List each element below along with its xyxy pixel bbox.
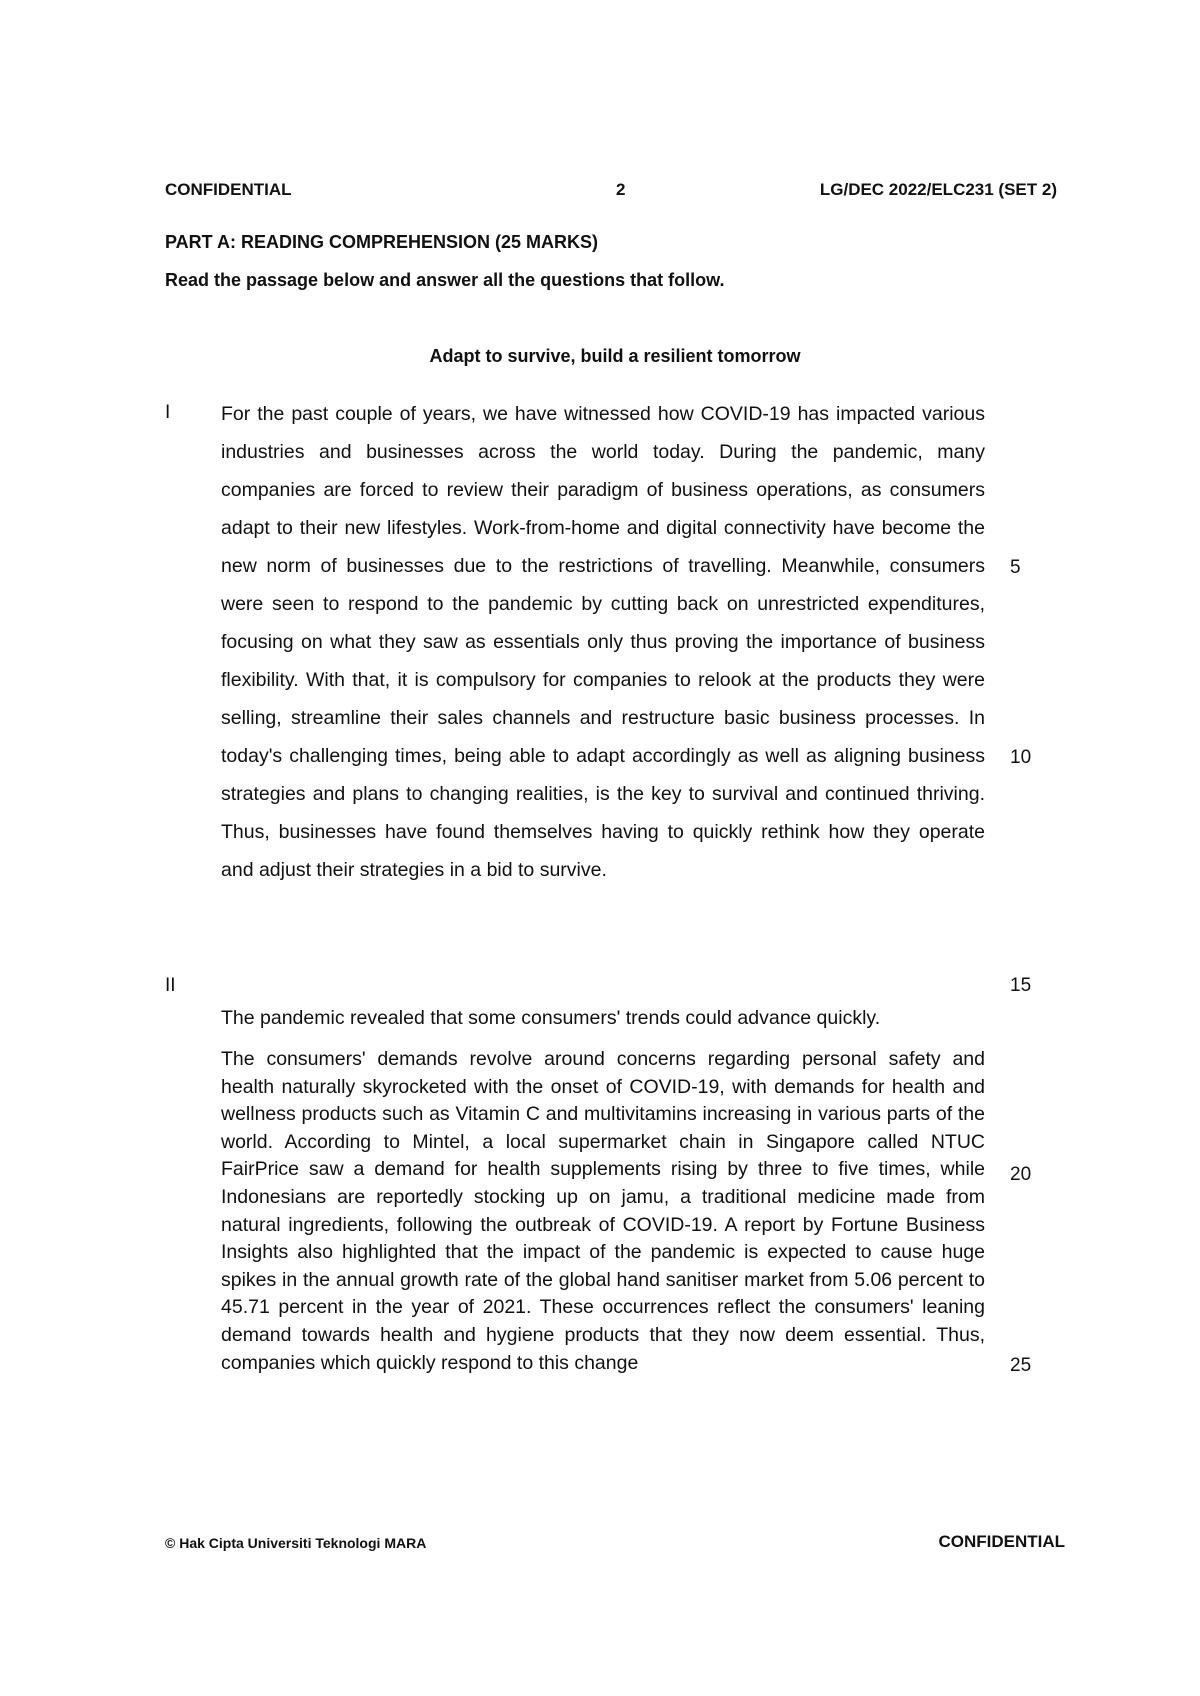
exam-code: LG/DEC 2022/ELC231 (SET 2) [819, 180, 1057, 199]
paragraph-2-text: The consumers' demands revolve around concerns regarding personal safety and health naturally skyrocketed with the onset of COVID-19, with demands for health and wellness products such as Vitamin C and multivitamins increasing in various parts of the world. According to Mintel, a local supermarket chain in Singapore called NTUC FairPrice saw a demand for health supplements rising by three to five times, while Indonesians are reportedly stocking up on jamu, a traditional medicine made from natural ingredients, following the outbreak of COVID-19. A report by Fortune Business Insights also highlighted that the impact of the pandemic is expected to cause huge spikes in the annual growth rate of the global hand sanitiser market from 5.06 percent to 45.71 percent in the year of 2021. These occurrences reflect the consumers' leaning demand towards health and hygiene products that they now deem essential. Thus, companies which quickly respond to this change [221, 1048, 985, 1374]
paragraph-2-lead: The pandemic revealed that some consumers' trends could advance quickly. [221, 1007, 881, 1029]
footer-confidential-label: CONFIDENTIAL [938, 1532, 1065, 1551]
line-number: 5 [1010, 557, 1021, 578]
paragraph-number-2: II [165, 975, 176, 996]
passage-title: Adapt to survive, build a resilient tomorrow [429, 346, 801, 366]
page-number: 2 [616, 180, 626, 199]
section-instruction: Read the passage below and answer all the questions that follow. [165, 270, 725, 290]
header-confidential-label: CONFIDENTIAL [165, 180, 292, 199]
paragraph-1-text: For the past couple of years, we have witnessed how COVID-19 has impacted various industries and businesses across the world today. During the pandemic, many companies are forced to review their paradigm of business operations, as consumers adapt to their new lifestyles. Work-from-home and digital connectivity have become the new norm of businesses due to the restrictions of travelling. Meanwhile, consumers were seen to respond to the pandemic by cutting back on unrestricted expenditures, focusing on what they saw as essentials only thus proving the importance of business flexibility. With that, it is compulsory for companies to relook at the products they were selling, streamline their sales channels and restructure basic business processes. In today's challenging times, being able to adapt accordingly as well as aligning business strategies and plans to changing realities, is the key to survival and continued thriving. Thus, businesses have found themselves having to quickly rethink how they operate and adjust their strategies in a bid to survive. [221, 403, 985, 881]
line-number: 15 [1010, 975, 1032, 996]
copyright-notice: © Hak Cipta Universiti Teknologi MARA [165, 1535, 427, 1551]
section-title: PART A: READING COMPREHENSION (25 MARKS) [165, 232, 599, 252]
line-number: 25 [1010, 1355, 1032, 1376]
line-number: 20 [1010, 1164, 1032, 1185]
paragraph-number-1: I [165, 402, 171, 423]
line-number: 10 [1010, 747, 1032, 768]
